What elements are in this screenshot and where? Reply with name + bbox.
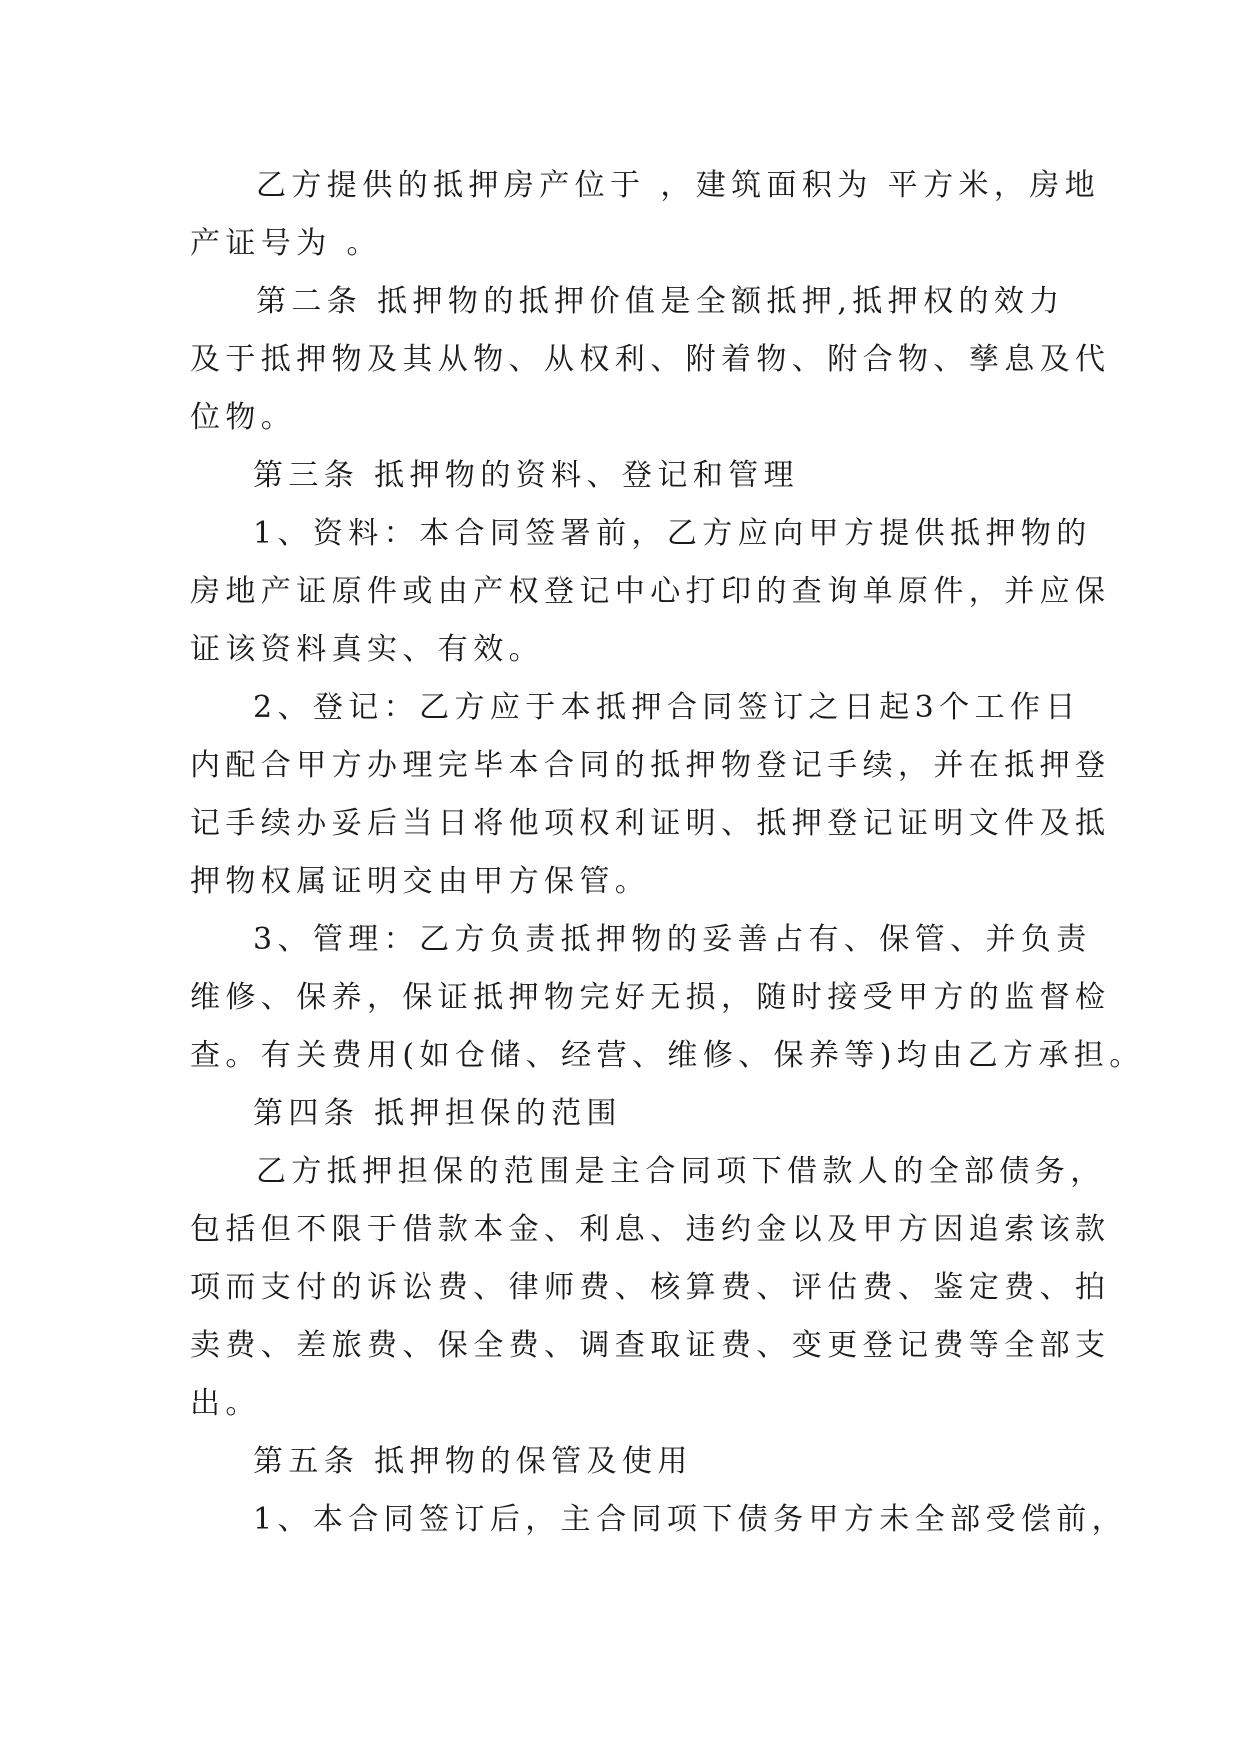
paragraph-line: 包括但不限于借款本金、利息、违约金以及甲方因追索该款 <box>190 1212 1111 1247</box>
paragraph-line: 及于抵押物及其从物、从权利、附着物、附合物、孳息及代 <box>190 342 1111 377</box>
paragraph-line: 押物权属证明交由甲方保管。 <box>190 864 651 899</box>
clause-2-heading-line: 第二条 抵押物的抵押价值是全额抵押,抵押权的效力 <box>256 284 1065 319</box>
paragraph-line: 2、登记：乙方应于本抵押合同签订之日起3个工作日 <box>253 690 1081 725</box>
paragraph-line: 1、资料：本合同签署前，乙方应向甲方提供抵押物的 <box>253 516 1092 551</box>
paragraph-line: 乙方抵押担保的范围是主合同项下借款人的全部债务， <box>256 1154 1106 1189</box>
paragraph-line: 卖费、差旅费、保全费、调查取证费、变更登记费等全部支 <box>190 1328 1111 1363</box>
paragraph-line: 证该资料真实、有效。 <box>190 632 544 667</box>
paragraph-line: 乙方提供的抵押房产位于 ，建筑面积为 平方米，房地 <box>256 168 1101 203</box>
paragraph-line: 位物。 <box>190 400 297 435</box>
clause-4-heading: 第四条 抵押担保的范围 <box>253 1096 622 1131</box>
paragraph-line: 维修、保养，保证抵押物完好无损，随时接受甲方的监督检 <box>190 980 1111 1015</box>
paragraph-line: 记手续办妥后当日将他项权利证明、抵押登记证明文件及抵 <box>190 806 1111 841</box>
paragraph-line: 内配合甲方办理完毕本合同的抵押物登记手续，并在抵押登 <box>190 748 1111 783</box>
paragraph-line: 查。有关费用(如仓储、经营、维修、保养等)均由乙方承担。 <box>190 1038 1145 1073</box>
paragraph-line: 产证号为 。 <box>190 226 382 261</box>
paragraph-line: 1、本合同签订后，主合同项下债务甲方未全部受偿前， <box>253 1502 1128 1537</box>
paragraph-line: 3、管理：乙方负责抵押物的妥善占有、保管、并负责 <box>253 922 1092 957</box>
paragraph-line: 房地产证原件或由产权登记中心打印的查询单原件，并应保 <box>190 574 1111 609</box>
clause-3-heading: 第三条 抵押物的资料、登记和管理 <box>253 458 799 493</box>
clause-5-heading: 第五条 抵押物的保管及使用 <box>253 1444 693 1479</box>
paragraph-line: 项而支付的诉讼费、律师费、核算费、评估费、鉴定费、拍 <box>190 1270 1111 1305</box>
paragraph-line: 出。 <box>190 1386 261 1421</box>
